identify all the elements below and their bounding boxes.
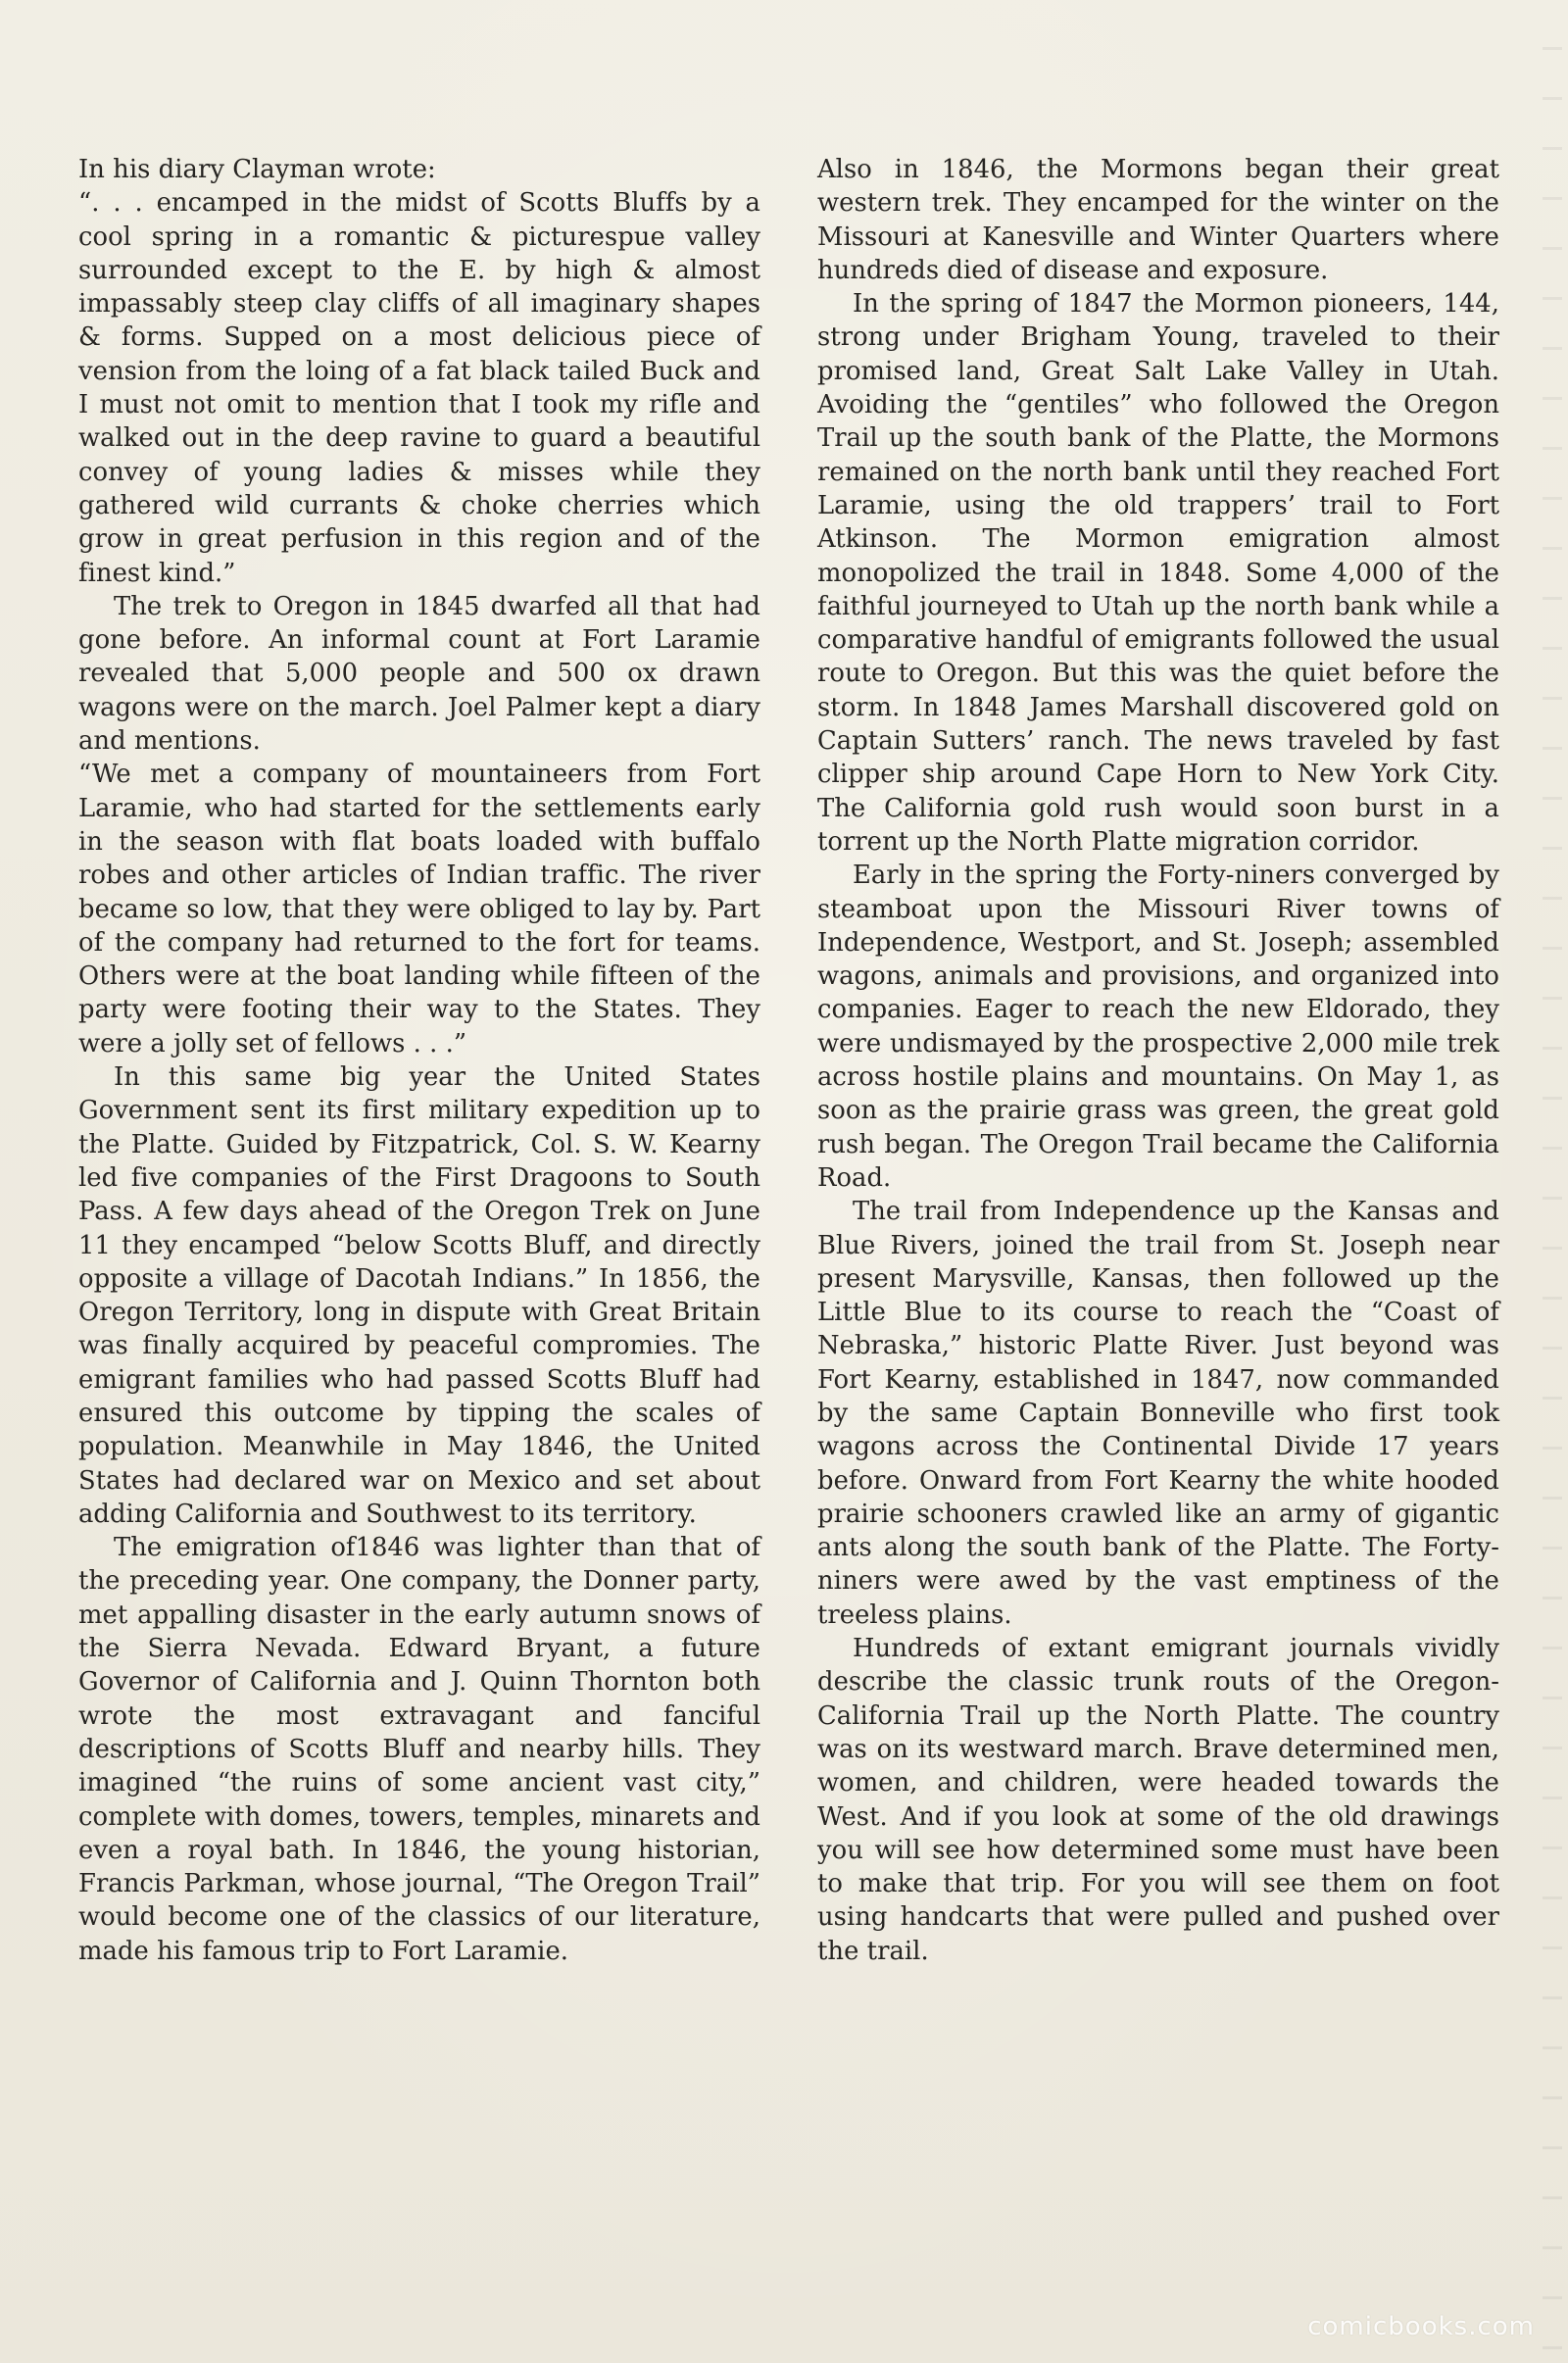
clayman-diary-quote: “. . . encamped in the midst of Scotts Bluffs by a cool spring in a romantic & picturespue valley surrounded except to the E. by high & almost impassably steep clay cliffs of all imaginary shapes & forms. Supped on a most delicious piece of vension from the loing of a fat black tailed Buck and I must not omit to mention that I took my rifle and walked out in the deep ravine to guard a beautiful convey of young ladies & misses while they gathered wild currants & choke cherries which grow in great perfusion in this region and of the finest kind.”	[78, 188, 760, 588]
diary-intro-paragraph: In his diary Clayman wrote:	[78, 155, 436, 184]
palmer-diary-quote: “We met a company of mountaineers from Fort Laramie, who had started for the settlements early in the season with flat boats loaded with buffalo robes and other articles of Indian traffic. The river became so low, that they were obliged to lay by. Part of the company had returned to the fort for teams. Others were at the boat landing while fifteen of the party were footing their way to the States. They were a jolly set of fellows . . .”	[78, 760, 760, 1058]
emigrant-journals-paragraph: Hundreds of extant emigrant journals vividly describe the classic trunk routs of the Oregon-California Trail up the North Platte. The country was on its westward march. Brave determined men, women, and children, were headed towards the West. And if you look at some of the old drawings you will see how determined some must have been to make that trip. For you will see them on foot using handcarts that were pulled and pushed over the trail.	[817, 1634, 1499, 1966]
trail-route-paragraph: The trail from Independence up the Kansas and Blue Rivers, joined the trail from St. Joseph near present Marysville, Kansas, then followed up the Little Blue to its course to reach the “Coast of Nebraska,” historic Platte River. Just beyond was Fort Kearny, established in 1847, now commanded by the same Captain Bonneville who first took wagons across the Continental Divide 17 years before. Onward from Fort Kearny the white hooded prairie schooners crawled like an army of gigantic ants along the south bank of the Platte. The Forty-niners were awed by the vast emptiness of the treeless plains.	[817, 1197, 1499, 1630]
trek-1845-paragraph: The trek to Oregon in 1845 dwarfed all that had gone before. An informal count at Fort Laramie revealed that 5,000 people and 500 ox drawn wagons were on the march. Joel Palmer kept a diary and mentions.	[78, 591, 760, 757]
emigration-1846-paragraph: The emigration of1846 was lighter than that of the preceding year. One company, the Donner party, met appalling disaster in the early autumn snows of the Sierra Nevada. Edward Bryant, a future Governor of California and J. Quinn Thornton both wrote the most extravagant and fanciful descriptions of Scotts Bluff and nearby hills. They imagined “the ruins of some ancient vast city,” complete with domes, towers, temples, minarets and even a royal bath. In 1846, the young historian, Francis Parkman, whose journal, “The Oregon Trail” would become one of the classics of our literature, made his famous trip to Fort Laramie.	[78, 1533, 760, 1966]
military-expedition-paragraph: In this same big year the United States Government sent its first military expedition up to the Platte. Guided by Fitzpatrick, Col. S. W. Kearny led five companies of the First Dragoons to South Pass. A few days ahead of the Oregon Trek on June 11 they encamped “below Scotts Bluff, and directly opposite a village of Dacotah Indians.” In 1856, the Oregon Territory, long in dispute with Great Britain was finally acquired by peaceful compromies. The emigrant families who had passed Scotts Bluff had ensured this outcome by tipping the scales of population. Meanwhile in May 1846, the United States had declared war on Mexico and set about adding California and Southwest to its territory.	[78, 1062, 760, 1529]
mormon-trek-paragraph: Also in 1846, the Mormons began their great western trek. They encamped for the winter on the Missouri at Kanesville and Winter Quarters where hundreds died of disease and exposure.	[817, 155, 1499, 285]
mormon-pioneers-paragraph: In the spring of 1847 the Mormon pioneers, 144, strong under Brigham Young, traveled to their promised land, Great Salt Lake Valley in Utah. Avoiding the “gentiles” who followed the Oregon Trail up the south bank of the Platte, the Mormons remained on the north bank until they reached Fort Laramie, using the old trappers’ trail to Fort Atkinson. The Mormon emigration almost monopolized the trail in 1848. Some 4,000 of the faithful journeyed to Utah up the north bank while a comparative handful of emigrants followed the usual route to Oregon. But this was the quiet before the storm. In 1848 James Marshall discovered gold on Captain Sutters’ ranch. The news traveled by fast clipper ship around Cape Horn to New York City. The California gold rush would soon burst in a torrent up the North Platte migration corridor.	[817, 289, 1499, 857]
site-watermark: comicbooks.com	[1307, 2312, 1535, 2341]
left-text-column	[78, 153, 760, 1968]
forty-niners-paragraph: Early in the spring the Forty-niners converged by steamboat upon the Missouri River towns of Independence, Westport, and St. Joseph; assembled wagons, animals and provisions, and organized into companies. Eager to reach the new Eldorado, they were undismayed by the prospective 2,000 mile trek across hostile plains and mountains. On May 1, as soon as the prairie grass was green, the great gold rush began. The Oregon Trail became the California Road.	[817, 861, 1499, 1193]
page-edge-marks	[1543, 0, 1562, 2363]
right-text-column	[817, 153, 1499, 1968]
